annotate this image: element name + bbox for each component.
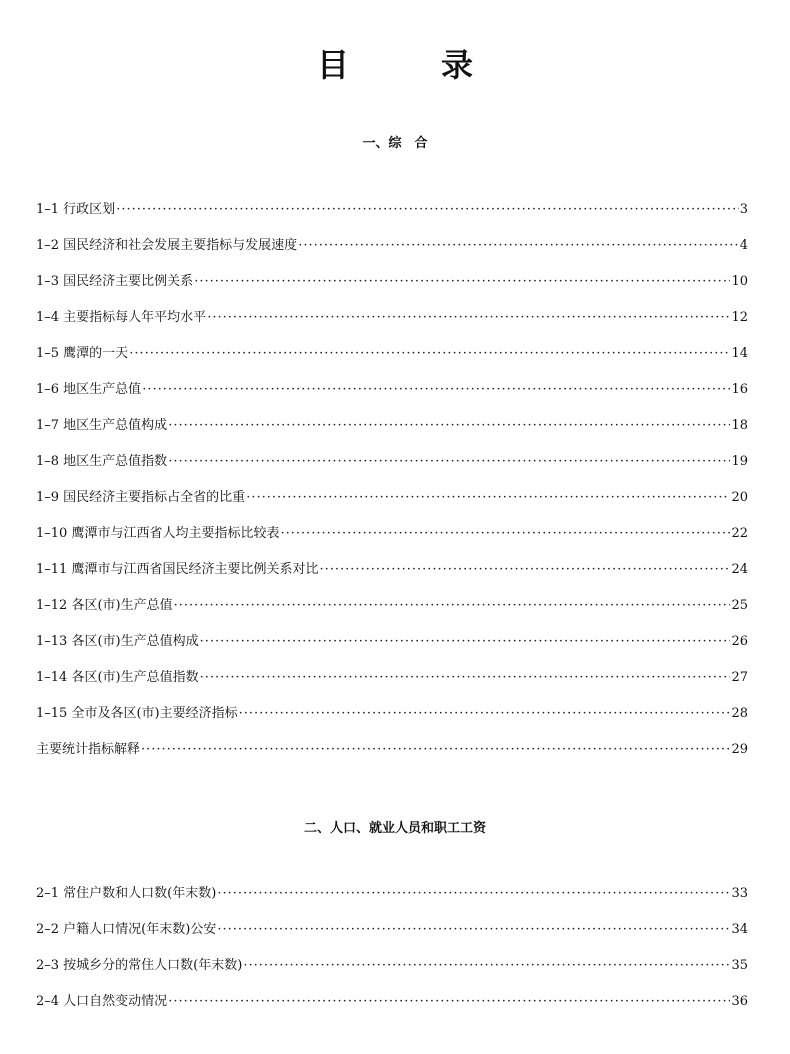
toc-entry-page-number: 22 bbox=[731, 526, 748, 541]
toc-leader-dots bbox=[217, 921, 730, 939]
toc-entry[interactable] bbox=[36, 597, 748, 633]
toc-entry-label: 主要统计指标解释 bbox=[36, 742, 141, 757]
toc-leader-dots bbox=[246, 489, 730, 507]
toc-leader-dots bbox=[319, 561, 730, 579]
toc-entry-page-number: 14 bbox=[731, 346, 748, 361]
toc-entry-page-number: 18 bbox=[731, 418, 748, 433]
toc-list-population bbox=[36, 885, 748, 1029]
toc-entry-label: 1–5 鹰潭的一天 bbox=[36, 346, 129, 361]
toc-entry-page-number: 29 bbox=[731, 742, 748, 757]
toc-entry[interactable] bbox=[36, 453, 748, 489]
toc-leader-dots bbox=[239, 705, 731, 723]
toc-entry-label: 1–8 地区生产总值指数 bbox=[36, 454, 168, 469]
toc-entry-page-number: 35 bbox=[731, 958, 748, 973]
toc-entry[interactable] bbox=[36, 237, 748, 273]
toc-leader-dots bbox=[141, 741, 730, 759]
toc-leader-dots bbox=[168, 417, 730, 435]
toc-entry[interactable] bbox=[36, 201, 748, 237]
toc-leader-dots bbox=[207, 309, 730, 327]
toc-entry-label: 1–1 行政区划 bbox=[36, 202, 116, 217]
toc-entry-page-number: 36 bbox=[731, 994, 748, 1009]
toc-leader-dots bbox=[168, 993, 730, 1011]
toc-entry-label: 1–11 鹰潭市与江西省国民经济主要比例关系对比 bbox=[36, 562, 319, 577]
toc-entry-page-number: 27 bbox=[731, 670, 748, 685]
section-heading-general: 一、综 合 bbox=[362, 136, 428, 151]
toc-leader-dots bbox=[298, 237, 739, 255]
toc-entry-label: 1–14 各区(市)生产总值指数 bbox=[36, 670, 199, 685]
toc-entry-label: 1–3 国民经济主要比例关系 bbox=[36, 274, 194, 289]
toc-entry[interactable] bbox=[36, 489, 748, 525]
toc-leader-dots bbox=[217, 885, 730, 903]
toc-entry-label: 1–12 各区(市)生产总值 bbox=[36, 598, 173, 613]
toc-entry[interactable] bbox=[36, 957, 748, 993]
toc-entry-page-number: 34 bbox=[731, 922, 748, 937]
toc-entry[interactable] bbox=[36, 741, 748, 777]
toc-entry-page-number: 33 bbox=[731, 886, 748, 901]
toc-entry-label: 1–9 国民经济主要指标占全省的比重 bbox=[36, 490, 246, 505]
toc-entry-label: 1–7 地区生产总值构成 bbox=[36, 418, 168, 433]
toc-entry-label: 1–13 各区(市)生产总值构成 bbox=[36, 634, 199, 649]
toc-entry[interactable] bbox=[36, 885, 748, 921]
toc-entry[interactable] bbox=[36, 705, 748, 741]
page-title: 目 录 bbox=[316, 46, 503, 84]
toc-entry-label: 1–2 国民经济和社会发展主要指标与发展速度 bbox=[36, 238, 298, 253]
toc-entry-page-number: 25 bbox=[731, 598, 748, 613]
toc-entry-page-number: 4 bbox=[739, 238, 748, 253]
toc-entry-label: 1–4 主要指标每人年平均水平 bbox=[36, 310, 207, 325]
toc-entry-label: 1–15 全市及各区(市)主要经济指标 bbox=[36, 706, 238, 721]
toc-entry[interactable] bbox=[36, 417, 748, 453]
toc-entry[interactable] bbox=[36, 669, 748, 705]
toc-entry-page-number: 3 bbox=[739, 202, 748, 217]
section-heading-population: 二、人口、就业人员和职工工资 bbox=[303, 821, 486, 836]
toc-leader-dots bbox=[243, 957, 730, 975]
toc-leader-dots bbox=[200, 669, 731, 687]
toc-entry[interactable] bbox=[36, 993, 748, 1029]
toc-leader-dots bbox=[168, 453, 730, 471]
toc-entry-page-number: 16 bbox=[731, 382, 748, 397]
toc-list-general bbox=[36, 201, 748, 777]
toc-entry[interactable] bbox=[36, 525, 748, 561]
toc-entry[interactable] bbox=[36, 273, 748, 309]
toc-entry[interactable] bbox=[36, 309, 748, 345]
toc-entry[interactable] bbox=[36, 345, 748, 381]
toc-leader-dots bbox=[116, 201, 739, 219]
toc-leader-dots bbox=[194, 273, 730, 291]
toc-entry[interactable] bbox=[36, 921, 748, 957]
toc-entry-label: 2–2 户籍人口情况(年末数)公安 bbox=[36, 922, 217, 937]
toc-leader-dots bbox=[142, 381, 730, 399]
toc-entry-page-number: 26 bbox=[731, 634, 748, 649]
toc-entry[interactable] bbox=[36, 633, 748, 669]
toc-entry-page-number: 28 bbox=[731, 706, 748, 721]
toc-leader-dots bbox=[174, 597, 731, 615]
toc-entry-page-number: 10 bbox=[731, 274, 748, 289]
toc-entry-page-number: 12 bbox=[731, 310, 748, 325]
toc-leader-dots bbox=[280, 525, 730, 543]
toc-entry-label: 1–6 地区生产总值 bbox=[36, 382, 142, 397]
toc-entry-label: 1–10 鹰潭市与江西省人均主要指标比较表 bbox=[36, 526, 280, 541]
toc-entry[interactable] bbox=[36, 561, 748, 597]
toc-entry[interactable] bbox=[36, 381, 748, 417]
toc-entry-label: 2–1 常住户数和人口数(年末数) bbox=[36, 886, 217, 901]
toc-entry-label: 2–3 按城乡分的常住人口数(年末数) bbox=[36, 958, 243, 973]
toc-leader-dots bbox=[200, 633, 731, 651]
toc-entry-label: 2–4 人口自然变动情况 bbox=[36, 994, 168, 1009]
toc-entry-page-number: 19 bbox=[731, 454, 748, 469]
toc-entry-page-number: 24 bbox=[731, 562, 748, 577]
toc-leader-dots bbox=[129, 345, 730, 363]
toc-entry-page-number: 20 bbox=[731, 490, 748, 505]
